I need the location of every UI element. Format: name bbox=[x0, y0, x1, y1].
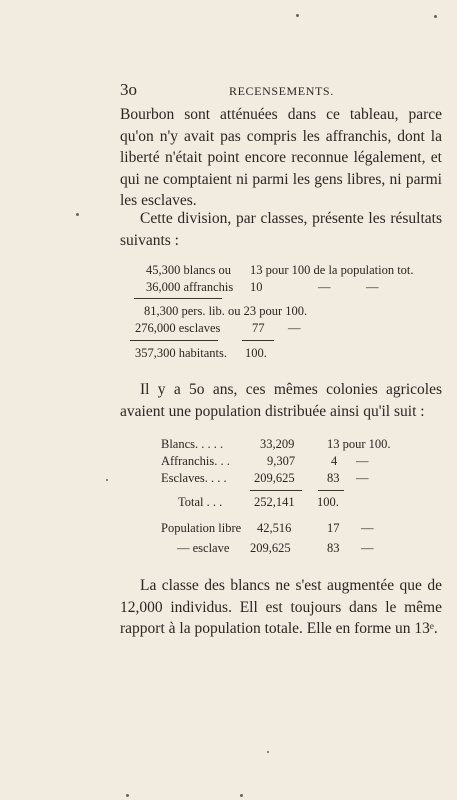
table-row-label: 45,300 blancs ou bbox=[146, 263, 232, 277]
table-row-label: 276,000 esclaves bbox=[135, 321, 221, 335]
table-row-label: Esclaves. . . . bbox=[161, 471, 227, 485]
table-row-label: 81,300 pers. lib. ou 23 pour 100. bbox=[144, 304, 308, 318]
table-total-label: 357,300 habitants. bbox=[135, 346, 228, 360]
paper-speck bbox=[434, 15, 437, 18]
sum-rule bbox=[134, 298, 222, 299]
page-number: 3o bbox=[120, 80, 137, 99]
table-row-label: — esclave bbox=[177, 541, 230, 555]
paragraph-3: Il y a 5o ans, ces mêmes colonies agricoles avaient une population distribuée ainsi qu'il suit : bbox=[120, 381, 442, 420]
table-row-value: 33,209 bbox=[260, 437, 295, 451]
table-row-percent: 4 bbox=[331, 454, 338, 468]
table-row-label: 36,000 affranchis bbox=[146, 280, 234, 294]
running-title: RECENSEMENTS. bbox=[229, 84, 334, 98]
sum-rule bbox=[318, 490, 344, 491]
sum-rule bbox=[250, 490, 302, 491]
table-total-value: 100. bbox=[245, 346, 267, 360]
table-row-percent: 83 bbox=[327, 471, 340, 485]
table-total-percent: 100. bbox=[317, 495, 339, 509]
table-row-dash: — bbox=[366, 280, 379, 294]
paper-speck bbox=[106, 479, 108, 481]
paper-speck bbox=[76, 213, 79, 216]
table-row-dash: — bbox=[318, 280, 331, 294]
table-row-value: 9,307 bbox=[267, 454, 296, 468]
paper-speck bbox=[126, 794, 129, 797]
table-row-dash: — bbox=[361, 521, 374, 535]
table-row-label: Blancs. . . . . bbox=[161, 437, 224, 451]
table-row-label: Affranchis. . . bbox=[161, 454, 230, 468]
table-row-value: 13 pour 100 de la population tot. bbox=[250, 263, 414, 277]
table-row-value: 209,625 bbox=[250, 541, 291, 555]
table-row-percent: 17 bbox=[327, 521, 340, 535]
paper-speck bbox=[296, 14, 299, 17]
page-header bbox=[120, 80, 442, 102]
paragraph-2: Cette division, par classes, présente les résultats suivants : bbox=[120, 210, 442, 249]
sum-rule bbox=[130, 340, 218, 341]
table-row-value: 42,516 bbox=[257, 521, 292, 535]
table-row-value: 10 bbox=[250, 280, 263, 294]
sum-rule bbox=[242, 340, 274, 341]
paper-speck bbox=[267, 751, 269, 753]
table-row-value: 209,625 bbox=[254, 471, 295, 485]
table-total-label: Total . . . bbox=[178, 495, 223, 509]
table-row-percent: 83 bbox=[327, 541, 340, 555]
table-row-label: Population libre bbox=[161, 521, 242, 535]
table-total-value: 252,141 bbox=[254, 495, 295, 509]
table-row-percent: 13 pour 100. bbox=[327, 437, 391, 451]
table-row-dash: — bbox=[356, 471, 369, 485]
paragraph-4: La classe des blancs ne s'est augmentée que de 12,000 individus. Ell est toujours dans le même rapport à la population totale. Elle en forme un 13ᵉ. bbox=[120, 577, 442, 637]
paragraph-1: Bourbon sont atténuées dans ce tableau, parce qu'on n'y avait pas compris les affranchis, dont la liberté n'était point encore reconnue légalement, et qui ne comptaient ni parmi les gens libres, ni parmi les esclaves. bbox=[120, 106, 442, 209]
table-row-value: 77 bbox=[252, 321, 265, 335]
table-row-dash: — bbox=[288, 321, 301, 335]
table-row-dash: — bbox=[356, 454, 369, 468]
paper-speck bbox=[240, 794, 243, 797]
table-row-dash: — bbox=[361, 541, 374, 555]
